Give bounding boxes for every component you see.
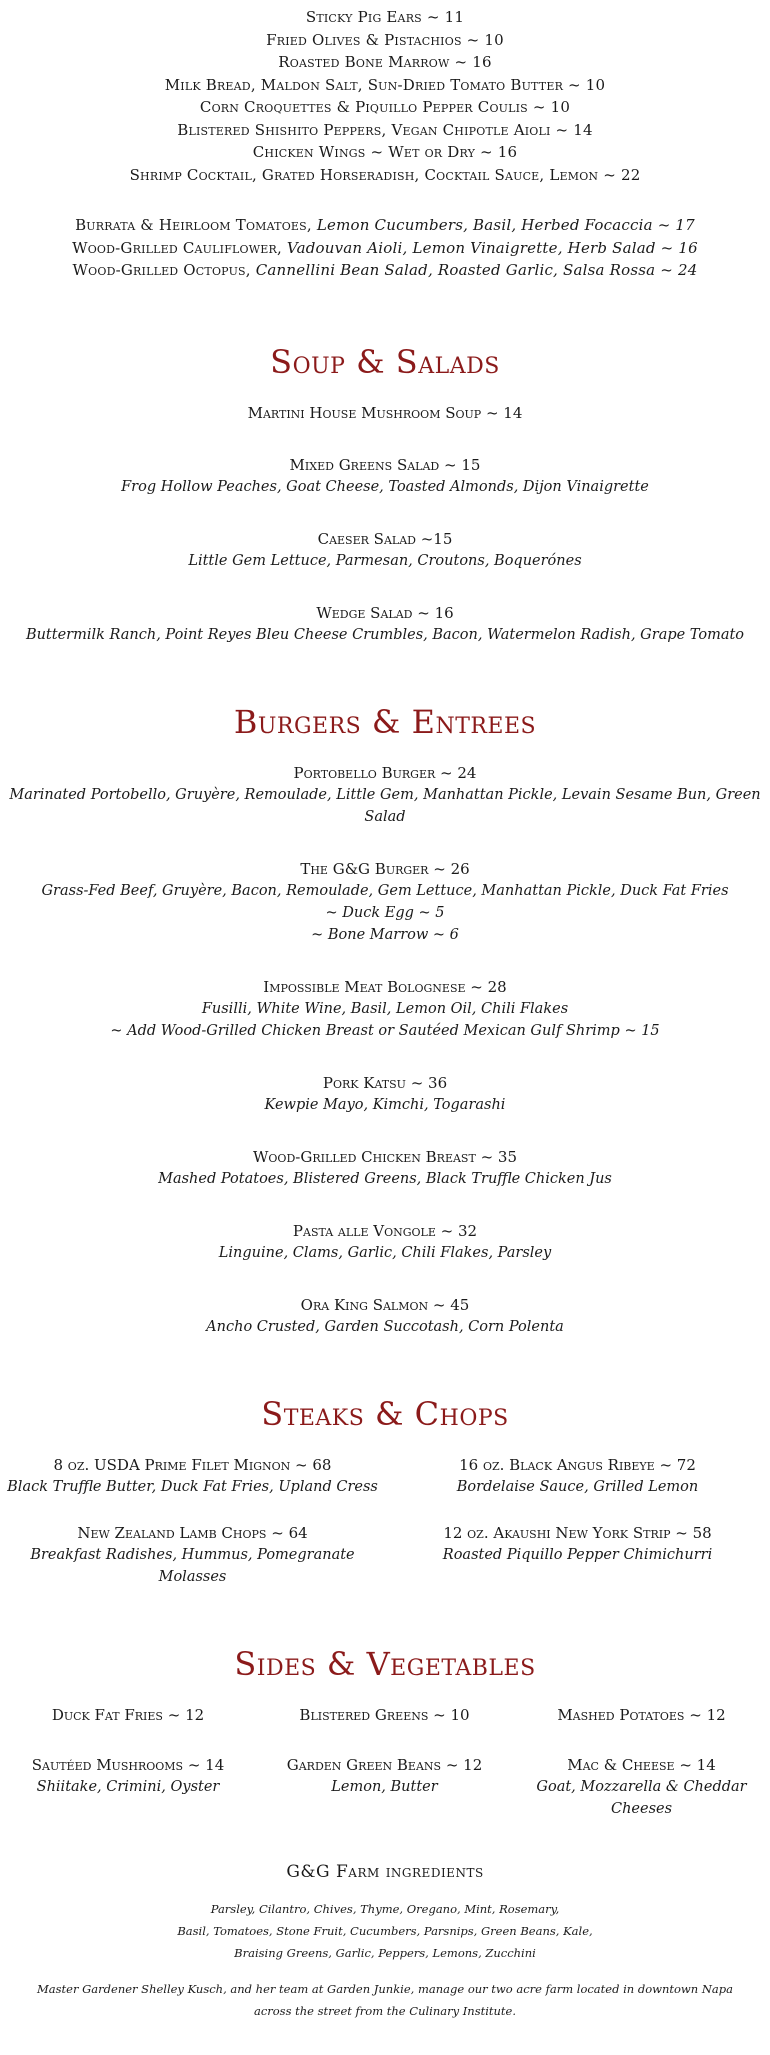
item-name: Duck Fat Fries ~ 12: [51, 1705, 205, 1724]
sides-vegetables-section: [0, 1644, 770, 1820]
section-title: Sides & Vegetables: [234, 1644, 536, 1683]
small-plate-name: Wood-Grilled Cauliflower,: [72, 238, 282, 257]
item-desc: Roasted Piquillo Pepper Chimichurri: [442, 1546, 713, 1563]
starter-item: Roasted Bone Marrow ~ 16: [278, 53, 492, 71]
item-desc: Ancho Crusted, Garden Succotash, Corn Polenta: [206, 1318, 564, 1335]
menu-item: [0, 1754, 256, 1820]
item-name: 12 oz. Akaushi New York Strip ~ 58: [443, 1523, 712, 1542]
item-desc: Mashed Potatoes, Blistered Greens, Black Truffle Chicken Jus: [158, 1170, 612, 1187]
item-name: Impossible Meat Bolognese ~ 28: [263, 977, 507, 996]
menu-item: [0, 528, 770, 572]
section-title: Burgers & Entrees: [233, 702, 537, 741]
soup-salads-section: [0, 342, 770, 646]
ingredients-line: Parsley, Cilantro, Chives, Thyme, Oregano, Mint, Rosemary,: [210, 1901, 560, 1916]
starter-item: Blistered Shishito Peppers, Vegan Chipotle Aioli ~ 14: [177, 120, 593, 139]
farm-section: [0, 1860, 770, 2022]
menu-item: [0, 1220, 770, 1264]
item-desc: Breakfast Radishes, Hummus, Pomegranate Molasses: [30, 1546, 355, 1585]
menu-item: [513, 1704, 770, 1726]
menu-item: [0, 602, 770, 646]
small-plate-item: [0, 214, 770, 237]
menu-item: [0, 976, 770, 1042]
item-desc: Bordelaise Sauce, Grilled Lemon: [456, 1478, 699, 1495]
starter-item: Fried Olives & Pistachios ~ 10: [266, 30, 504, 49]
burgers-entrees-section: [0, 702, 770, 1338]
item-name: The G&G Burger ~ 26: [300, 859, 470, 878]
item-name: New Zealand Lamb Chops ~ 64: [77, 1523, 308, 1542]
section-title: Soup & Salads: [270, 342, 500, 381]
item-name: Wedge Salad ~ 16: [316, 603, 454, 622]
starter-item: Shrimp Cocktail, Grated Horseradish, Cocktail Sauce, Lemon ~ 22: [129, 165, 641, 184]
item-name: Mixed Greens Salad ~ 15: [289, 455, 481, 474]
item-desc: Lemon, Butter: [331, 1778, 438, 1795]
item-name: Wood-Grilled Chicken Breast ~ 35: [253, 1147, 517, 1166]
menu-item: [0, 1704, 256, 1726]
small-plate-name: Wood-Grilled Octopus,: [72, 261, 251, 279]
item-desc: Black Truffle Butter, Duck Fat Fries, Upland Cress: [7, 1478, 378, 1495]
sides-grid: [0, 1704, 770, 1820]
item-name: 8 oz. USDA Prime Filet Mignon ~ 68: [53, 1455, 332, 1474]
item-desc: Kewpie Mayo, Kimchi, Togarashi: [264, 1096, 506, 1113]
small-plate-item: [0, 259, 770, 282]
ingredients-line: Basil, Tomatoes, Stone Fruit, Cucumbers, Parsnips, Green Beans, Kale,: [177, 1923, 593, 1938]
item-name: Mac & Cheese ~ 14: [567, 1755, 716, 1774]
item-desc: Goat, Mozzarella & Cheddar Cheeses: [536, 1778, 747, 1817]
item-addon: ~ Add Wood-Grilled Chicken Breast or Sautéed Mexican Gulf Shrimp ~ 15: [110, 1022, 660, 1039]
menu-item: [0, 454, 770, 498]
menu-item: [0, 1146, 770, 1190]
small-plate-desc: Cannellini Bean Salad, Roasted Garlic, Salsa Rossa ~ 24: [255, 261, 698, 279]
menu-item: [385, 1454, 770, 1498]
item-desc: Marinated Portobello, Gruyère, Remoulade, Little Gem, Manhattan Pickle, Levain Sesame Bun, Green Salad: [9, 786, 761, 825]
menu-item: [256, 1754, 513, 1820]
menu-item: [0, 762, 770, 828]
menu-item: [0, 1522, 385, 1588]
item-name: Pasta alle Vongole ~ 32: [292, 1221, 478, 1240]
menu-item: [513, 1754, 770, 1820]
item-name: Sautéed Mushrooms ~ 14: [31, 1755, 225, 1774]
item-desc: Fusilli, White Wine, Basil, Lemon Oil, Chili Flakes: [201, 1000, 569, 1017]
item-name: Martini House Mushroom Soup ~ 14: [247, 403, 523, 422]
starter-item: Chicken Wings ~ Wet or Dry ~ 16: [252, 143, 518, 161]
item-desc: Buttermilk Ranch, Point Reyes Bleu Cheese Crumbles, Bacon, Watermelon Radish, Grape Tomato: [25, 626, 745, 643]
item-name: Mashed Potatoes ~ 12: [557, 1705, 726, 1724]
steaks-grid: [0, 1454, 770, 1588]
item-desc: Shiitake, Crimini, Oyster: [36, 1778, 220, 1795]
small-plate-item: [0, 237, 770, 260]
steaks-chops-section: [0, 1394, 770, 1588]
item-name: Pork Katsu ~ 36: [322, 1073, 448, 1092]
small-plate-name: Burrata & Heirloom Tomatoes,: [75, 216, 312, 234]
item-addon: ~ Bone Marrow ~ 6: [311, 926, 459, 943]
menu-item: [385, 1522, 770, 1588]
item-name: Caeser Salad ~15: [317, 529, 453, 548]
item-name: Ora King Salmon ~ 45: [300, 1295, 470, 1314]
item-name: Blistered Greens ~ 10: [299, 1705, 470, 1724]
ingredients-line: Braising Greens, Garlic, Peppers, Lemons, Zucchini: [234, 1945, 536, 1960]
farm-title: G&G Farm ingredients: [286, 1861, 484, 1882]
item-desc: Linguine, Clams, Garlic, Chili Flakes, Parsley: [218, 1244, 552, 1261]
item-desc: Frog Hollow Peaches, Goat Cheese, Toasted Almonds, Dijon Vinaigrette: [121, 478, 649, 495]
item-desc: Little Gem Lettuce, Parmesan, Croutons, Boquerónes: [188, 552, 582, 569]
starter-item: Sticky Pig Ears ~ 11: [305, 8, 465, 26]
item-name: Garden Green Beans ~ 12: [286, 1755, 483, 1774]
small-plate-desc: Vadouvan Aioli, Lemon Vinaigrette, Herb Salad ~ 16: [286, 238, 698, 257]
farm-note: Master Gardener Shelley Kusch, and her team at Garden Junkie, manage our two acre farm located in downtown Napa across the street from the Culinary Institute.: [37, 1981, 733, 2018]
menu-item: [0, 1454, 385, 1498]
menu-item: [256, 1704, 513, 1726]
farm-ingredients: [0, 1898, 770, 1964]
item-name: 16 oz. Black Angus Ribeye ~ 72: [459, 1455, 696, 1474]
item-addon: ~ Duck Egg ~ 5: [325, 904, 445, 921]
starter-item: Corn Croquettes & Piquillo Pepper Coulis ~ 10: [199, 98, 571, 116]
menu-item: [0, 1072, 770, 1116]
item-desc: Grass-Fed Beef, Gruyère, Bacon, Remoulade, Gem Lettuce, Manhattan Pickle, Duck Fat Fries: [41, 882, 729, 899]
small-plate-desc: Lemon Cucumbers, Basil, Herbed Focaccia ~ 17: [316, 216, 695, 234]
section-title: Steaks & Chops: [261, 1394, 509, 1433]
menu-item: [0, 1294, 770, 1338]
item-name: Portobello Burger ~ 24: [293, 763, 477, 782]
menu-item: [0, 858, 770, 946]
starter-item: Milk Bread, Maldon Salt, Sun-Dried Tomato Butter ~ 10: [164, 75, 606, 94]
small-plates-list: [0, 214, 770, 282]
starters-list: [0, 6, 770, 186]
menu-item: [0, 402, 770, 424]
